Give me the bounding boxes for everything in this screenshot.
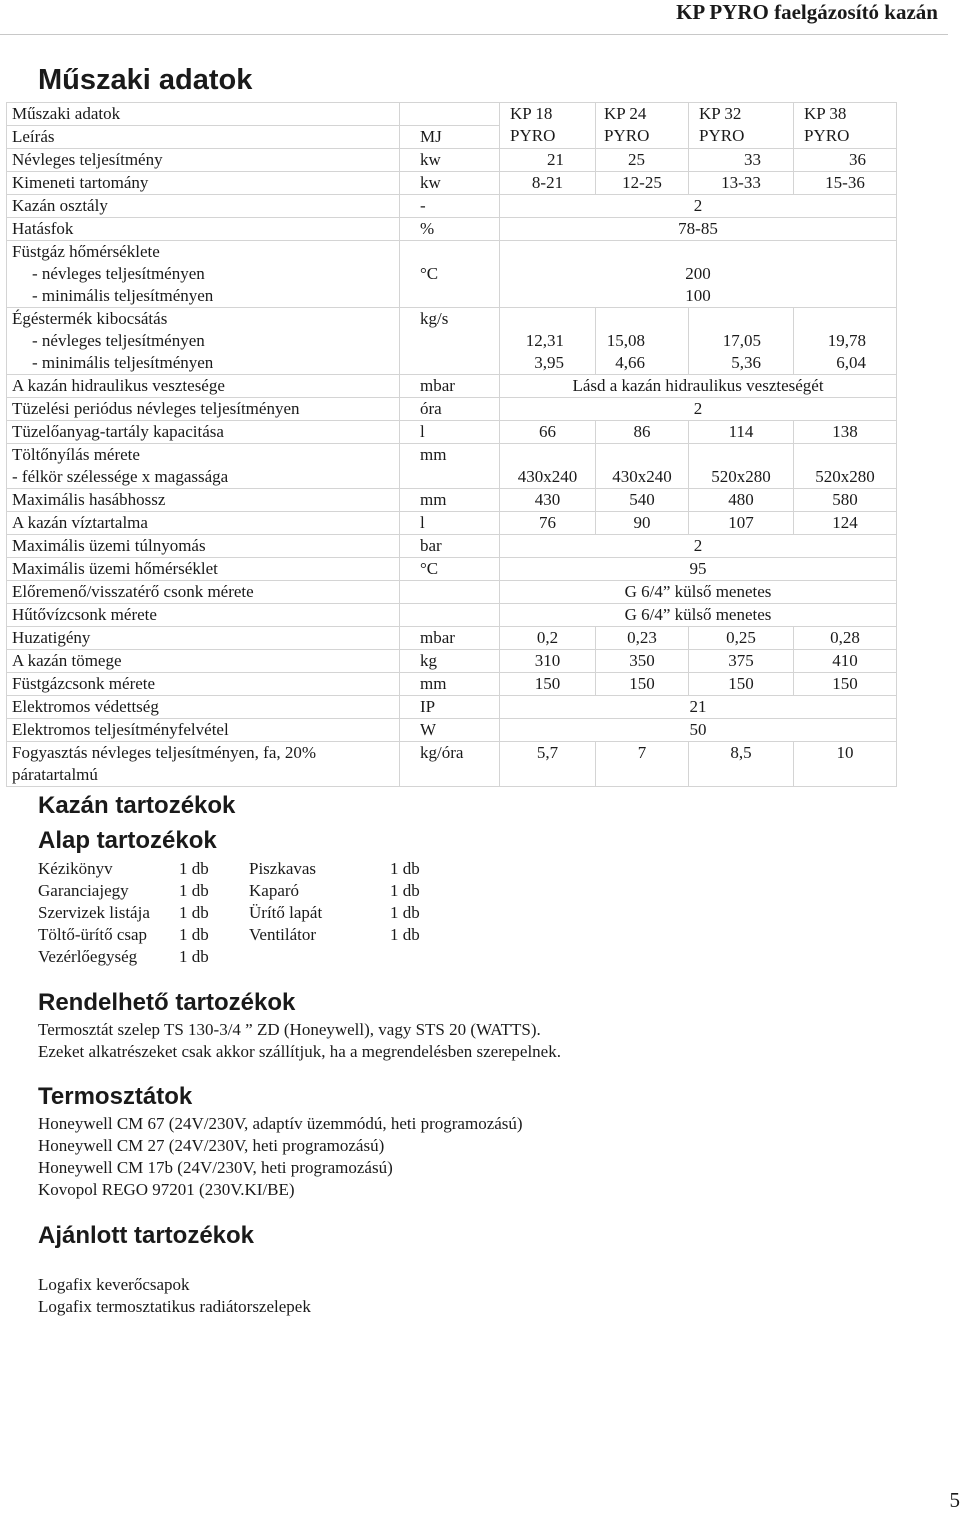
cell-value: 8-21 [500,172,596,195]
cell-value: 0,25 [689,627,794,650]
table-row [7,512,897,535]
accessory-row [38,924,538,946]
table-row [7,719,897,742]
table-row [7,195,897,218]
cell-value: 0,23 [596,627,689,650]
cell-value: 86 [596,421,689,444]
accessory-name: Garanciajegy [38,881,129,900]
cell-value: 90 [596,512,689,535]
cell-value: 375 [689,650,794,673]
row-unit: kg/s [420,309,449,328]
cell-value: 13-33 [689,172,794,195]
cell-value: 100 [685,286,711,305]
table-row [7,535,897,558]
row-unit: bar [400,535,500,558]
cell-value: 2 [500,535,897,558]
cell-value: 138 [794,421,897,444]
table-row [7,218,897,241]
cell-value: 200 [685,264,711,283]
model-suffix: PYRO [604,126,650,145]
row-label: Maximális üzemi hőmérséklet [7,558,400,581]
accessory-qty: 1 db [390,925,420,944]
row-label: Füstgázcsonk mérete [7,673,400,696]
table-row [7,558,897,581]
row-unit: mm [400,489,500,512]
cell-value: 580 [794,489,897,512]
row-label: Elektromos teljesítményfelvétel [7,719,400,742]
cell-value: 150 [596,673,689,696]
cell-value: 410 [794,650,897,673]
row-unit: kw [400,149,500,172]
cell-value: 76 [500,512,596,535]
section-title-technical: Műszaki adatok [38,64,253,96]
row-unit: óra [400,398,500,421]
row-label: Leírás [7,126,400,149]
section-title-accessories: Kazán tartozékok [38,792,236,819]
table-row [7,103,897,126]
cell-value: 25 [596,149,689,172]
cell-value: 50 [500,719,897,742]
row-label: Fogyasztás névleges teljesítményen, fa, 20% páratartalmú [7,742,400,787]
model-suffix: PYRO [804,126,850,145]
row-unit: °C [420,264,439,283]
accessory-qty: 1 db [390,859,420,878]
cell-value: 0,28 [794,627,897,650]
cell-value: 480 [689,489,794,512]
accessory-qty: 1 db [390,881,420,900]
cell-value: 430 [500,489,596,512]
row-unit: l [400,421,500,444]
cell-value: 4,66 [615,353,645,372]
row-unit: MJ [400,126,500,149]
row-label: Égéstermék kibocsátás [12,309,168,328]
row-unit: - [400,195,500,218]
cell-value: 150 [794,673,897,696]
cell-value: 21 [500,696,897,719]
accessory-name: Vezérlőegység [38,947,138,966]
row-unit: kg [400,650,500,673]
accessory-qty: 1 db [179,881,209,900]
row-unit: mbar [400,627,500,650]
cell-value: 3,95 [534,353,564,372]
cell-value: 430x240 [517,467,578,486]
cell-value: 310 [500,650,596,673]
accessory-qty: 1 db [179,903,209,922]
spec-table [6,102,897,787]
table-row [7,581,897,604]
accessory-name: Kaparó [249,881,300,900]
model-suffix: PYRO [699,126,745,145]
cell-value: 95 [500,558,897,581]
accessory-row [38,858,538,880]
cell-value: 36 [794,149,897,172]
row-label: Füstgáz hőmérséklete [12,242,160,261]
row-label: Előremenő/visszatérő csonk mérete [7,581,400,604]
row-label: A kazán hidraulikus vesztesége [7,375,400,398]
recommended-line: Logafix termosztatikus radiátorszelepek [38,1297,311,1316]
page-header-title: KP PYRO faelgázosító kazán [676,0,938,24]
cell-value: 540 [596,489,689,512]
cell-value: 21 [500,149,596,172]
accessory-name: Ürítő lapát [249,903,323,922]
cell-value: 150 [500,673,596,696]
row-label: Tüzelési periódus névleges teljesítményen [7,398,400,421]
row-label: Névleges teljesítmény [7,149,400,172]
row-unit: % [400,218,500,241]
table-row [7,308,897,375]
row-label: Huzatigény [7,627,400,650]
table-header-label: Műszaki adatok [7,103,400,126]
model-name: KP 24 [604,104,647,123]
row-unit [400,581,500,604]
row-label: Maximális hasábhossz [7,489,400,512]
page-number: 5 [949,1488,960,1512]
row-label: Maximális üzemi túlnyomás [7,535,400,558]
table-row [7,375,897,398]
cell-value: G 6/4” külső menetes [500,604,897,627]
row-label: Hűtővízcsonk mérete [7,604,400,627]
row-unit: W [400,719,500,742]
row-unit: mm [400,444,500,489]
model-name: KP 38 [804,104,847,123]
row-label: Elektromos védettség [7,696,400,719]
row-label: A kazán víztartalma [7,512,400,535]
orderable-line: Ezeket alkatrészeket csak akkor szállítjuk, ha a megrendelésben szerepelnek. [38,1042,561,1061]
accessory-name: Töltő-ürítő csap [38,925,148,944]
row-unit: mbar [400,375,500,398]
table-row [7,241,897,308]
model-suffix: PYRO [510,126,556,145]
row-unit: kg/óra [400,742,500,787]
cell-value: 520x280 [711,467,771,486]
table-row [7,627,897,650]
subsection-title-basic: Alap tartozékok [38,827,217,854]
accessory-row [38,946,538,968]
cell-value: 124 [794,512,897,535]
row-sublabel: - névleges teljesítményen [32,331,205,350]
section-title-thermostats: Termosztátok [38,1083,193,1110]
row-label: Kimeneti tartomány [7,172,400,195]
row-sublabel: - félkör szélessége x magassága [12,467,229,486]
row-label: Töltőnyílás mérete [12,445,140,464]
cell-value: 0,2 [500,627,596,650]
row-label: Kazán osztály [7,195,400,218]
cell-value: 10 [794,742,897,787]
cell-value: 33 [689,149,794,172]
model-name: KP 32 [699,104,742,123]
accessory-row [38,902,538,924]
row-sublabel: - névleges teljesítményen [32,264,205,283]
section-title-orderable: Rendelhető tartozékok [38,989,296,1016]
accessory-row [38,880,538,902]
accessory-name: Ventilátor [249,925,317,944]
table-row [7,604,897,627]
row-unit: l [400,512,500,535]
cell-value: 78-85 [500,218,897,241]
header-divider [0,34,948,35]
cell-value: 2 [500,195,897,218]
row-unit: kw [400,172,500,195]
cell-value: 7 [596,742,689,787]
table-row [7,444,897,489]
accessory-name: Kézikönyv [38,859,113,878]
row-unit: IP [400,696,500,719]
accessory-qty: 1 db [390,903,420,922]
cell-value: 107 [689,512,794,535]
cell-value: 5,36 [731,353,761,372]
table-row [7,696,897,719]
cell-value: Lásd a kazán hidraulikus veszteségét [500,375,897,398]
table-row [7,149,897,172]
cell-value: 12-25 [596,172,689,195]
cell-value: G 6/4” külső menetes [500,581,897,604]
row-unit [400,604,500,627]
cell-value: 19,78 [827,331,866,350]
row-sublabel: - minimális teljesítményen [32,286,214,305]
recommended-line: Logafix keverőcsapok [38,1275,190,1294]
thermostat-line: Honeywell CM 27 (24V/230V, heti programozású) [38,1136,385,1155]
row-unit: mm [400,673,500,696]
table-row [7,398,897,421]
table-row [7,489,897,512]
table-row [7,421,897,444]
table-row [7,650,897,673]
cell-value: 12,31 [525,331,564,350]
cell-value: 15-36 [794,172,897,195]
cell-value: 17,05 [722,331,761,350]
row-label: Hatásfok [7,218,400,241]
cell-value: 2 [500,398,897,421]
cell-value: 350 [596,650,689,673]
row-label: A kazán tömege [7,650,400,673]
cell-value: 15,08 [606,331,645,350]
cell-value: 5,7 [500,742,596,787]
cell-value: 150 [689,673,794,696]
table-row [7,742,897,787]
accessory-name: Szervizek listája [38,903,150,922]
row-label: Tüzelőanyag-tartály kapacitása [7,421,400,444]
accessory-name: Piszkavas [249,859,317,878]
cell-value: 8,5 [689,742,794,787]
thermostat-line: Kovopol REGO 97201 (230V.KI/BE) [38,1180,295,1199]
table-row [7,673,897,696]
accessory-qty: 1 db [179,925,209,944]
table-row [7,172,897,195]
orderable-line: Termosztát szelep TS 130-3/4 ” ZD (Honeywell), vagy STS 20 (WATTS). [38,1020,541,1039]
cell-value: 114 [689,421,794,444]
section-title-recommended: Ajánlott tartozékok [38,1222,255,1249]
row-unit: °C [400,558,500,581]
model-name: KP 18 [510,104,553,123]
thermostat-line: Honeywell CM 17b (24V/230V, heti programozású) [38,1158,393,1177]
row-sublabel: - minimális teljesítményen [32,353,214,372]
thermostat-line: Honeywell CM 67 (24V/230V, adaptív üzemmódú, heti programozású) [38,1114,523,1133]
cell-value: 66 [500,421,596,444]
accessory-qty: 1 db [179,859,209,878]
cell-value: 6,04 [836,353,866,372]
cell-value: 520x280 [815,467,875,486]
cell-value: 430x240 [612,467,672,486]
accessory-qty: 1 db [179,947,209,966]
